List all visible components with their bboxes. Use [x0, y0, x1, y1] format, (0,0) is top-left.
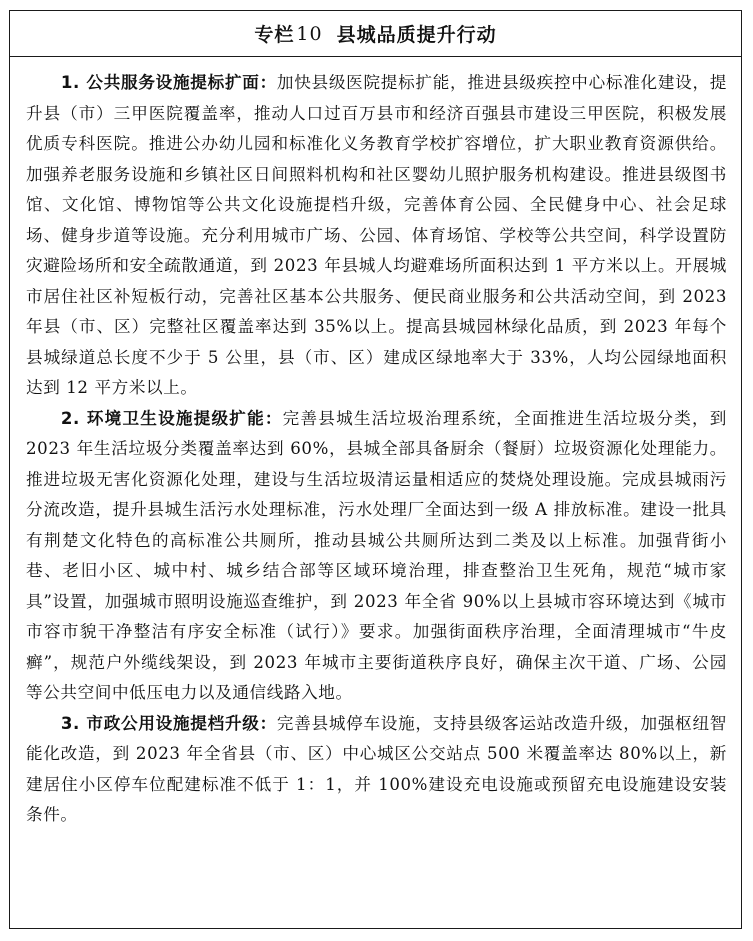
section-body: 加快县级医院提标扩能，推进县级疾控中心标准化建设，提升县（市）三甲医院覆盖率，推动人口过百万县市和经济百强县市建设三甲医院，积极发展优质专科医院。推进公办幼儿园和标准化义务教育学校扩容增位，扩大职业教育资源供给。加强养老服务设施和乡镇社区日间照料机构和社区婴幼儿照护服务机构建设。推进县级图书馆、文化馆、博物馆等公共文化设施提档升级，完善体育公园、全民健身中心、社会足球场、健身步道等设施。充分利用城市广场、公园、体育场馆、学校等公共空间，科学设置防灾避险场所和安全疏散通道，到 2023 年县城人均避难场所面积达到 1 平方米以上。开展城市居住社区补短板行动，完善社区基本公共服务、便民商业服务和公共活动空间，到 2023 年县（市、区）完整社区覆盖率达到 35%以上。提高县城园林绿化品质，到 2023 年每个县城绿道总长度不少于 5 公里，县（市、区）建成区绿地率大于 33%，人均公园绿地面积达到 12 平方米以上。	[26, 73, 727, 397]
section-heading: 3. 市政公用设施提档升级：	[60, 713, 277, 733]
title-text: 县城品质提升行动	[336, 24, 497, 46]
section-heading: 1. 公共服务设施提标扩面：	[60, 73, 277, 92]
feature-box	[9, 10, 742, 929]
title-prefix: 专栏	[254, 24, 295, 46]
section-paragraph	[26, 68, 727, 404]
box-title	[10, 11, 741, 57]
section-heading: 2. 环境卫生设施提级扩能：	[60, 408, 283, 428]
box-content	[10, 57, 741, 831]
section-paragraph	[26, 709, 727, 831]
section-body: 完善县城生活垃圾治理系统，全面推进生活垃圾分类，到 2023 年生活垃圾分类覆盖率达到 60%，县城全部具备厨余（餐厨）垃圾资源化处理能力。推进垃圾无害化资源化处理，建设与生活垃圾清运量相适应的焚烧处理设施。完成县城雨污分流改造，提升县城生活污水处理标准，污水处理厂全面达到一级 A 排放标准。建设一批具有荆楚文化特色的高标准公共厕所，推动县城公共厕所达到二类及以上标准。加强背街小巷、老旧小区、城中村、城乡结合部等区域环境治理，排查整治卫生死角，规范“城市家具”设置，加强城市照明设施巡查维护，到 2023 年全省 90%以上县城市容环境达到《城市市容市貌干净整洁有序安全标准（试行）》要求。加强街面秩序治理，全面清理城市“牛皮癣”，规范户外缆线架设，到 2023 年城市主要街道秩序良好，确保主次干道、广场、公园等公共空间中低压电力以及通信线路入地。	[26, 408, 728, 702]
section-body: 完善县城停车设施，支持县级客运站改造升级，加强枢纽智能化改造，到 2023 年全省县（市、区）中心城区公交站点 500 米覆盖率达 80%以上，新建居住小区停车位配建标准不低于 1：1，并 100%建设充电设施或预留充电设施建设安装条件。	[26, 713, 727, 824]
title-number: 10	[296, 22, 323, 45]
section-paragraph	[26, 404, 727, 709]
